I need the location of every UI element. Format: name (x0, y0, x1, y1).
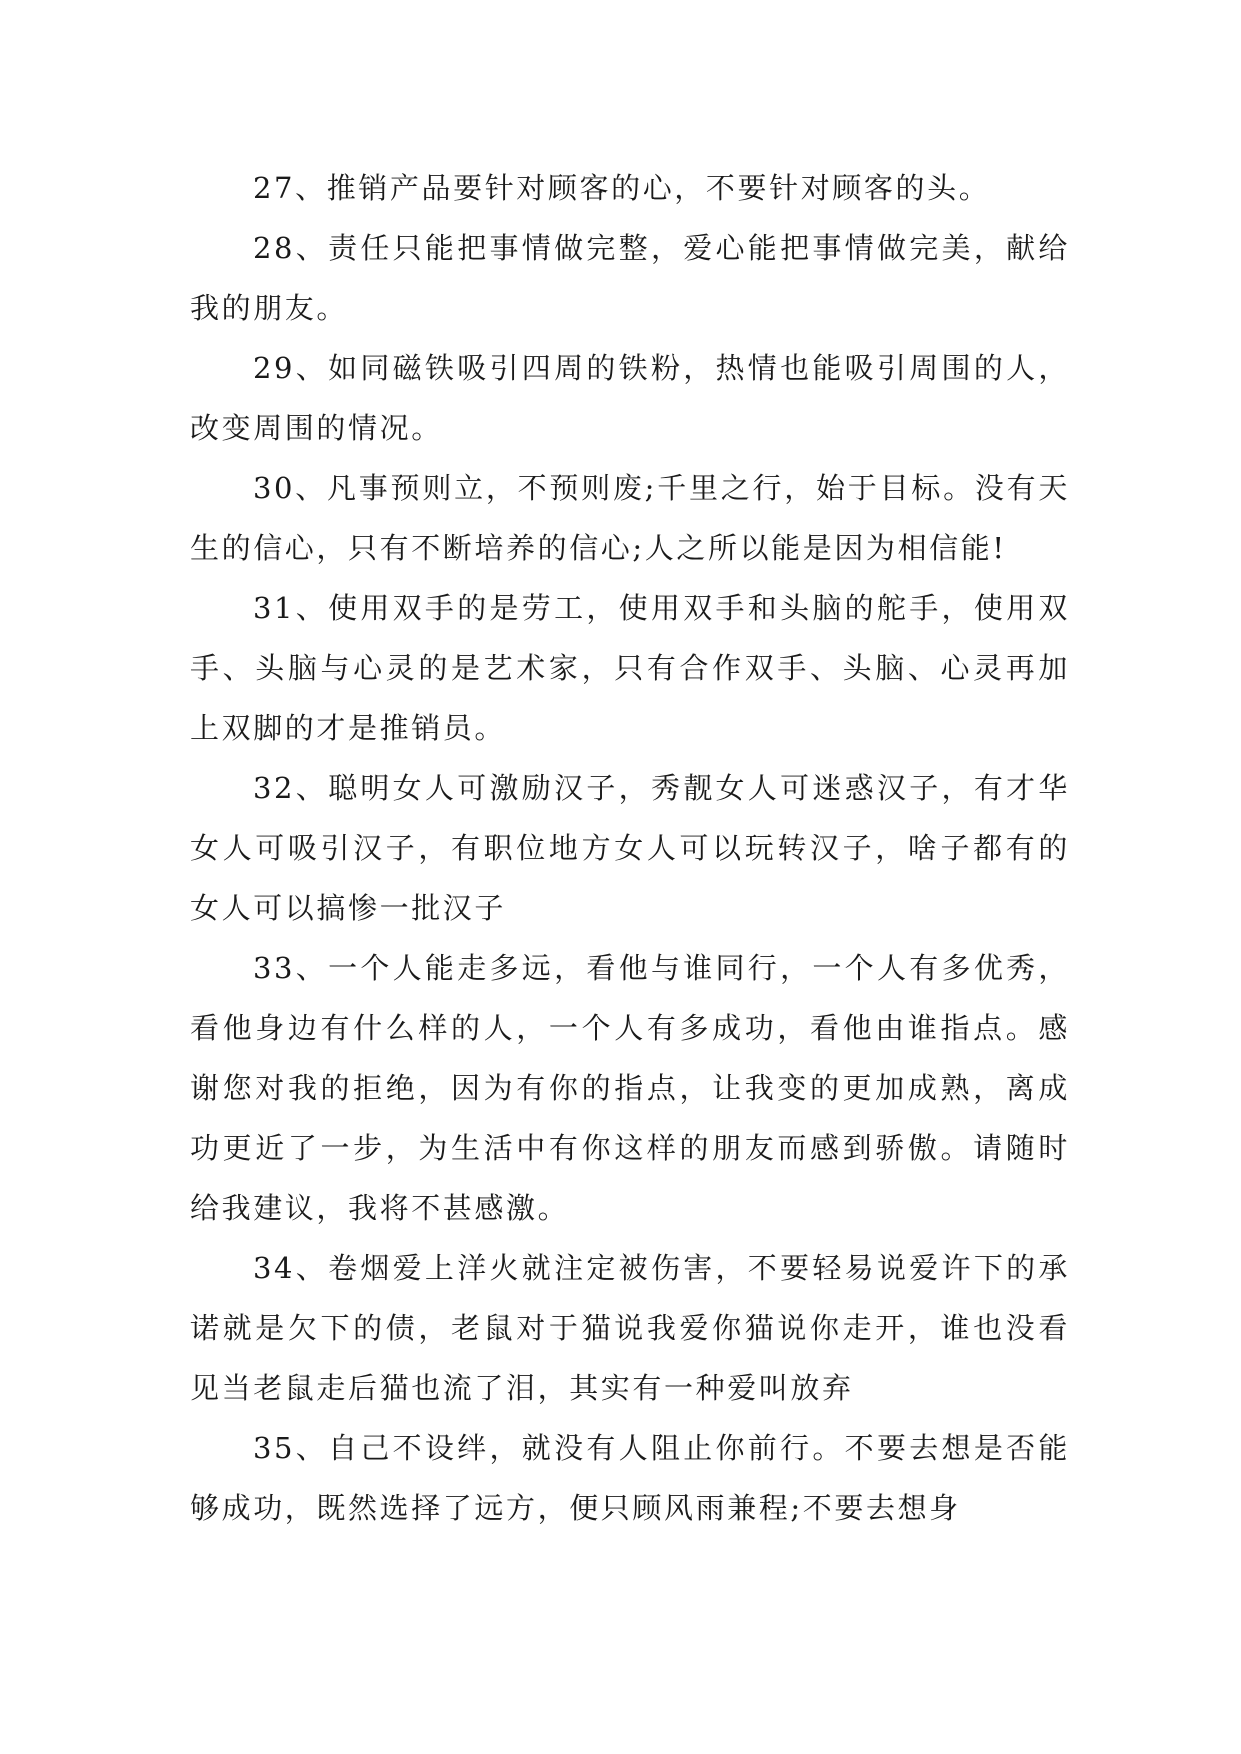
paragraph-33: 33、一个人能走多远，看他与谁同行，一个人有多优秀，看他身边有什么样的人，一个人有多成功，看他由谁指点。感谢您对我的拒绝，因为有你的指点，让我变的更加成熟，离成功更近了一步，为生活中有你这样的朋友而感到骄傲。请随时给我建议，我将不甚感激。 (190, 951, 1070, 1225)
paragraph-34: 34、卷烟爱上洋火就注定被伤害，不要轻易说爱许下的承诺就是欠下的债，老鼠对于猫说我爱你猫说你走开，谁也没看见当老鼠走后猫也流了泪，其实有一种爱叫放弃 (190, 1251, 1070, 1405)
paragraph-32: 32、聪明女人可激励汉子，秀靓女人可迷惑汉子，有才华女人可吸引汉子，有职位地方女人可以玩转汉子，啥子都有的女人可以搞惨一批汉子 (190, 771, 1070, 925)
paragraph-35: 35、自己不设绊，就没有人阻止你前行。不要去想是否能够成功，既然选择了远方，便只顾风雨兼程;不要去想身 (190, 1431, 1070, 1525)
paragraph-28: 28、责任只能把事情做完整，爱心能把事情做完美，献给我的朋友。 (190, 231, 1070, 325)
paragraph-30: 30、凡事预则立，不预则废;千里之行，始于目标。没有天生的信心，只有不断培养的信心;人之所以能是因为相信能! (190, 471, 1070, 565)
document-body (190, 158, 1070, 1538)
paragraph-27: 27、推销产品要针对顾客的心，不要针对顾客的头。 (253, 171, 991, 205)
paragraph-29: 29、如同磁铁吸引四周的铁粉，热情也能吸引周围的人，改变周围的情况。 (190, 351, 1070, 445)
paragraph-31: 31、使用双手的是劳工，使用双手和头脑的舵手，使用双手、头脑与心灵的是艺术家，只有合作双手、头脑、心灵再加上双脚的才是推销员。 (190, 591, 1070, 745)
